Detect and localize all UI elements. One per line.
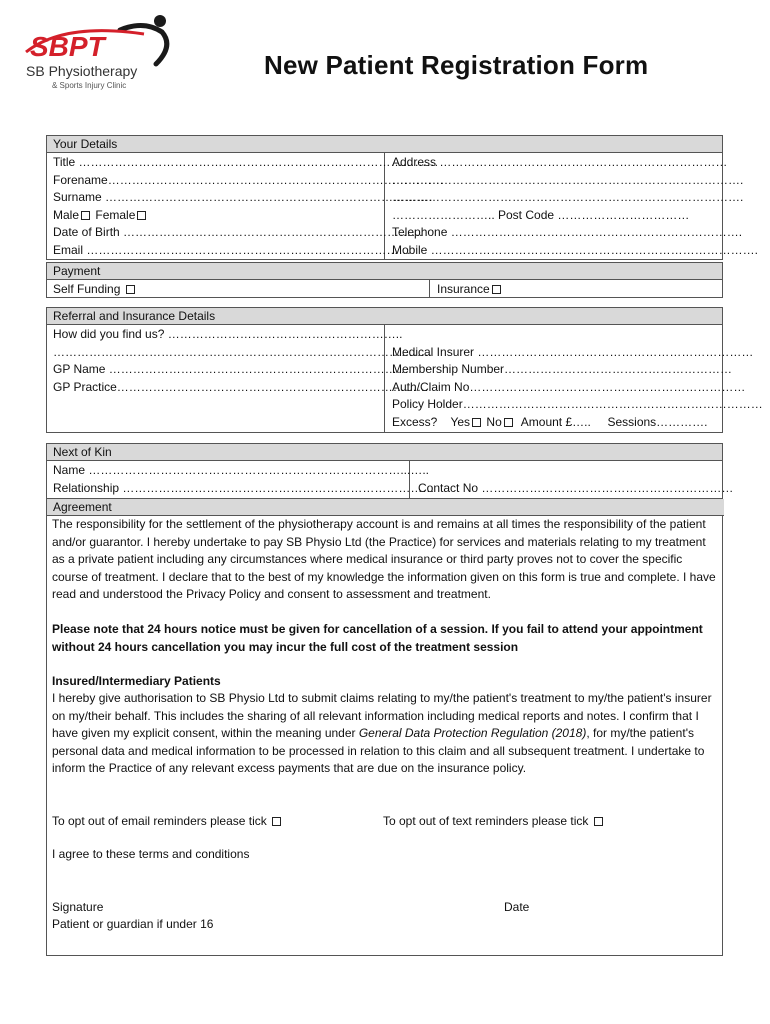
address-line-3[interactable]: …………………………………………………………………………….	[392, 190, 744, 204]
self-funding-label: Self Funding	[53, 282, 121, 296]
dob-field[interactable]: Date of Birth …………………………………………………………………	[53, 225, 424, 239]
company-logo	[24, 12, 184, 92]
medical-insurer-field[interactable]: Medical Insurer ……………………………………………………………	[392, 344, 754, 359]
forename-field[interactable]: Forename…………………………………………………………………………	[53, 172, 444, 187]
payment-header: Payment	[47, 263, 722, 280]
page-title: New Patient Registration Form	[264, 50, 649, 80]
address-line-2[interactable]: …………………………………………………………………………….	[392, 172, 744, 187]
female-checkbox[interactable]	[137, 211, 146, 220]
opt-out-email-row	[52, 813, 283, 831]
how-found-line-2[interactable]: …………………………………………………………………………………..	[53, 344, 432, 359]
address-field[interactable]: Address ………………………………………………………………	[392, 155, 728, 169]
gp-name-field[interactable]: GP Name …………………………………………………………………	[53, 362, 409, 376]
insured-text-a: I hereby give authorisation to SB Physio Ltd to submit claims relating to my/the patient's treatment to my/the patient's insurer on my/their behalf. This includes the sharing of all relevant information including medical reports and notes. I confirm that I have given my explicit consent, within the meaning under	[52, 691, 712, 740]
insured-text-b: , for my/the patient's personal data and medical information to be processed in relation to this claim and all subsequent treatment. I undertake to inform the Practice of any relevant excess payments that are due on the insurance policy.	[52, 726, 705, 775]
kin-name-field[interactable]: Name ……………………………………………………………………...…..	[53, 463, 430, 477]
insurance-label: Insurance	[437, 282, 490, 296]
male-checkbox[interactable]	[81, 211, 90, 220]
guardian-label: Patient or guardian if under 16	[52, 917, 214, 931]
divider	[429, 280, 430, 298]
opt-out-text-label: To opt out of text reminders please tick	[383, 814, 589, 828]
your-details-header: Your Details	[47, 136, 722, 153]
kin-relationship-field[interactable]: Relationship ……………………………………………………………………	[53, 480, 435, 495]
excess-row	[392, 414, 708, 432]
referral-section	[46, 307, 763, 433]
referral-header: Referral and Insurance Details	[47, 308, 722, 325]
your-details-section	[46, 135, 759, 260]
self-funding-checkbox[interactable]	[126, 285, 135, 294]
signature-label[interactable]: Signature	[52, 900, 104, 914]
insurance-option	[437, 281, 503, 299]
male-label: Male	[53, 207, 80, 222]
postcode-field[interactable]: …………………….. Post Code ……………………………	[392, 207, 690, 222]
cancellation-notice: Please note that 24 hours notice must be given for cancellation of a session. If you fail to attend your appointment without 24 hours cancellation you may incur the full cost of the treatment session	[52, 622, 703, 654]
opt-out-email-checkbox[interactable]	[272, 817, 281, 826]
agreement-header: Agreement	[47, 499, 724, 516]
how-found-field[interactable]: How did you find us? …………………………………………………..	[53, 327, 403, 341]
gender-row	[53, 207, 148, 225]
membership-number-field[interactable]: Membership Number…………………………………………………	[392, 362, 733, 376]
surname-field[interactable]: Surname ……………………………………………………………………….	[53, 190, 433, 204]
excess-yes-checkbox[interactable]	[472, 418, 481, 427]
mobile-field[interactable]: Mobile ……………………………………………………………………….	[392, 242, 759, 257]
telephone-field[interactable]: Telephone ……………………………………………………………….	[392, 225, 743, 239]
insured-title: Insured/Intermediary Patients	[52, 674, 221, 688]
excess-amount-field[interactable]: Amount £…..	[520, 414, 591, 429]
next-of-kin-header: Next of Kin	[47, 444, 722, 461]
opt-out-text-row	[383, 813, 605, 831]
opt-out-text-checkbox[interactable]	[594, 817, 603, 826]
opt-out-email-label: To opt out of email reminders please tick	[52, 814, 267, 828]
sessions-field[interactable]: Sessions………….	[607, 414, 708, 429]
logo-mark: SBPT	[30, 31, 105, 62]
insurance-checkbox[interactable]	[492, 285, 501, 294]
logo-head	[154, 15, 166, 27]
email-field[interactable]: Email ………………………………………………………………………	[53, 242, 411, 257]
self-funding-option	[53, 281, 137, 299]
date-label[interactable]: Date	[504, 900, 530, 914]
policy-holder-field[interactable]: Policy Holder…………………………………………………………………	[392, 397, 763, 411]
gp-practice-field[interactable]: GP Practice……………………………………………………………………	[53, 379, 429, 394]
title-field[interactable]: Title ………………………………………………………………………………	[53, 155, 439, 169]
logo-name: SB Physiotherapy	[26, 63, 138, 79]
logo-tagline: & Sports Injury Clinic	[52, 81, 127, 90]
agree-terms: I agree to these terms and conditions	[52, 847, 250, 861]
kin-contact-field[interactable]: Contact No ………………………………………………………	[418, 480, 734, 495]
agreement-paragraph: The responsibility for the settlement of the physiotherapy account is and remains at all times the responsibility of the patient and/or guarantor. I hereby undertake to pay SB Physio Ltd (the Practice) for services and materials relating to my treatment as a private patient including any circumstances where medical insurance or third party proves not to cover the specific course of treatment. I declare that to the best of my knowledge the information given on this form is true and complete. I have read and understood the Privacy Policy and consent to assessment and treatment.	[52, 517, 716, 601]
excess-no-checkbox[interactable]	[504, 418, 513, 427]
insured-paragraph	[52, 690, 716, 778]
excess-yes-label: Yes	[450, 414, 471, 429]
female-label: Female	[95, 207, 136, 222]
gdpr-reference: General Data Protection Regulation (2018)	[358, 726, 587, 740]
payment-section	[46, 262, 723, 298]
excess-label: Excess?	[392, 414, 438, 429]
excess-no-label: No	[486, 414, 502, 429]
auth-claim-field[interactable]: Auth/Claim No……………………………………………………………	[392, 379, 746, 394]
